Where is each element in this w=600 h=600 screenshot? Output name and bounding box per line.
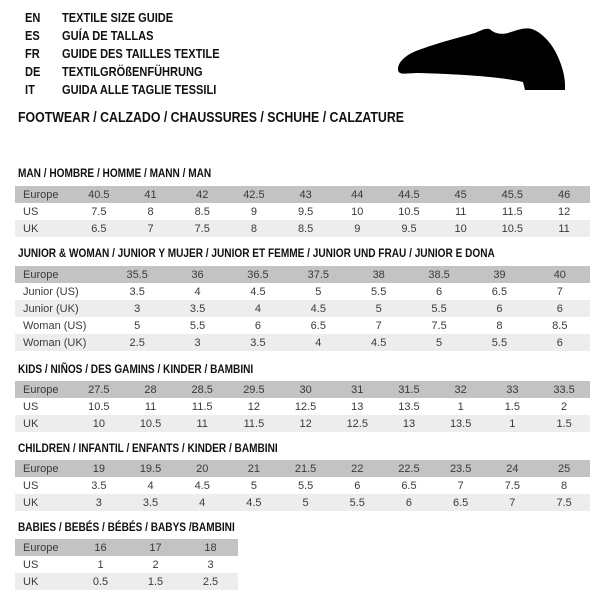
size-cell: 4 [147,479,154,492]
size-cell: 5.5 [297,479,314,492]
size-cell: 5 [250,479,257,492]
size-cell: 46 [557,188,571,201]
table-row-babies-us [15,556,238,573]
row-label: Junior (UK) [23,302,79,315]
size-cell: 6 [254,319,261,332]
size-table-man [15,186,590,237]
section-title-children: CHILDREN / INFANTIL / ENFANTS / KINDER / BAMBINI [18,441,278,455]
size-cell: 0.5 [92,575,109,588]
size-cell: 5.5 [349,496,365,509]
size-cell: 7 [509,496,516,509]
size-cell: 38.5 [428,268,450,281]
size-cell: 37.5 [307,268,330,281]
row-label: Europe [23,188,59,201]
guide-title-de: TEXTILGRÖßENFÜHRUNG [62,64,203,79]
size-cell: 4.5 [194,479,210,492]
size-cell: 5 [134,319,141,332]
table-row-man-europe [15,186,590,203]
row-label: Europe [23,541,59,554]
size-cell: 6 [436,285,443,298]
guide-title-en: TEXTILE SIZE GUIDE [62,10,174,25]
size-table-children [15,460,590,511]
size-cell: 9 [250,205,257,218]
size-cell: 9.5 [401,222,417,235]
size-cell: 36.5 [247,268,269,281]
size-cell: 4 [194,285,201,298]
size-cell: 13.5 [398,400,420,413]
size-cell: 25 [557,462,571,475]
row-label: UK [23,222,39,235]
size-cell: 10.5 [398,205,420,218]
size-cell: 12 [557,205,571,218]
size-cell: 6.5 [453,496,469,509]
table-row-babies-uk [15,573,238,590]
size-cell: 2 [561,400,568,413]
size-cell: 4.5 [246,496,262,509]
size-cell: 1.5 [147,575,164,588]
size-cell: 8 [496,319,503,332]
size-cell: 7 [556,285,563,298]
size-cell: 8.5 [297,222,314,235]
size-cell: 13.5 [449,417,472,430]
size-cell: 11 [196,417,208,430]
size-cell: 9 [354,222,361,235]
size-cell: 12.5 [294,400,317,413]
dress-shoe-icon [396,27,580,95]
size-cell: 7 [375,319,382,332]
footwear-category-heading: FOOTWEAR / CALZADO / CHAUSSURES / SCHUHE / CALZATURE [18,110,404,126]
size-cell: 5.5 [491,336,508,349]
size-cell: 6.5 [310,319,326,332]
size-cell: 3.5 [189,302,206,315]
lang-code-es: ES [25,28,40,43]
size-cell: 10.5 [501,222,524,235]
size-cell: 5 [315,285,322,298]
size-cell: 32 [454,383,467,396]
size-cell: 19 [92,462,105,475]
size-cell: 8 [250,222,257,235]
size-cell: 1 [509,417,516,430]
size-cell: 5.5 [431,302,447,315]
row-label: UK [23,496,39,509]
size-cell: 16 [94,541,107,554]
size-cell: 30 [299,383,312,396]
size-cell: 44 [351,188,364,201]
table-row-kids-uk [15,415,590,432]
size-cell: 27.5 [88,383,110,396]
size-cell: 6 [556,302,563,315]
row-label: US [23,400,39,413]
size-cell: 21.5 [294,462,317,475]
size-cell: 3 [134,302,141,315]
size-cell: 12 [299,417,312,430]
size-cell: 19.5 [139,462,162,475]
size-cell: 6.5 [401,479,417,492]
table-row-children-uk [15,494,590,511]
size-cell: 8.5 [194,205,210,218]
size-cell: 8.5 [552,319,568,332]
size-cell: 7.5 [194,222,210,235]
size-cell: 20 [196,462,209,475]
size-cell: 8 [561,479,568,492]
size-cell: 7 [147,222,154,235]
size-cell: 11.5 [191,400,213,413]
row-label: Junior (US) [23,285,79,298]
size-cell: 1.5 [504,400,520,413]
size-cell: 11.5 [502,205,523,218]
size-cell: 2.5 [129,336,145,349]
section-title-junior-woman: JUNIOR & WOMAN / JUNIOR Y MUJER / JUNIOR ET FEMME / JUNIOR UND FRAU / JUNIOR E DONA [18,246,495,260]
size-cell: 3 [207,558,214,571]
table-row-junior-woman-junior-uk [15,300,590,317]
size-cell: 36 [191,268,204,281]
size-cell: 6 [405,496,413,509]
size-cell: 5 [375,302,382,315]
row-label: US [23,479,39,492]
size-cell: 3.5 [142,496,159,509]
table-row-junior-woman-junior-us [15,283,590,300]
size-cell: 3 [95,496,102,509]
size-cell: 21 [247,462,261,475]
size-cell: 12 [247,400,261,413]
row-label: Europe [23,462,59,475]
size-cell: 45.5 [501,188,524,201]
guide-title-it: GUIDA ALLE TAGLIE TESSILI [62,82,217,97]
row-label: Woman (US) [23,319,87,332]
size-table-junior-woman [15,266,590,351]
size-cell: 2 [152,558,159,571]
size-cell: 44.5 [398,188,420,201]
lang-code-it: IT [25,82,35,97]
size-cell: 35.5 [126,268,148,281]
size-table-babies [15,539,238,590]
lang-code-fr: FR [25,46,40,61]
size-cell: 4.5 [371,336,387,349]
size-cell: 6.5 [91,222,107,235]
size-cell: 11 [144,400,157,413]
table-row-junior-woman-woman-us [15,317,590,334]
size-cell: 6.5 [491,285,508,298]
size-cell: 28.5 [191,383,213,396]
size-cell: 5 [302,496,309,509]
size-cell: 13 [351,400,364,413]
guide-title-es: GUÍA DE TALLAS [62,28,154,43]
size-cell: 45 [454,188,467,201]
size-cell: 7.5 [431,319,447,332]
size-cell: 6 [496,302,503,315]
table-row-children-europe [15,460,590,477]
size-cell: 31.5 [398,383,420,396]
size-cell: 3 [194,336,201,349]
size-cell: 5.5 [371,285,387,298]
size-cell: 7 [457,479,464,492]
size-cell: 33.5 [553,383,575,396]
size-cell: 10 [92,417,105,430]
size-cell: 8 [147,205,154,218]
size-cell: 29.5 [243,383,265,396]
size-cell: 1 [97,558,104,571]
row-label: Europe [23,383,59,396]
table-row-junior-woman-europe [15,266,590,283]
size-cell: 5 [436,336,443,349]
row-label: UK [23,575,39,588]
size-cell: 40.5 [88,188,110,201]
size-cell: 42 [196,188,209,201]
lang-code-en: EN [25,10,41,25]
size-cell: 38 [372,268,385,281]
size-cell: 1 [457,400,464,413]
size-cell: 3.5 [91,479,107,492]
size-cell: 40 [553,268,566,281]
table-row-kids-europe [15,381,590,398]
size-cell: 43 [299,188,312,201]
row-label: UK [23,417,39,430]
size-cell: 6 [556,336,563,349]
size-table-kids [15,381,590,432]
table-row-babies-europe [15,539,238,556]
size-cell: 4 [199,496,206,509]
size-cell: 13 [402,417,416,430]
size-cell: 17 [149,541,162,554]
size-cell: 39 [493,268,506,281]
section-title-kids: KIDS / NIÑOS / DES GAMINS / KINDER / BAMBINI [18,362,254,376]
size-cell: 18 [204,541,217,554]
size-cell: 22 [351,462,364,475]
size-cell: 5.5 [189,319,206,332]
size-cell: 11 [454,205,467,218]
size-cell: 10.5 [88,400,110,413]
row-label: Europe [23,268,59,281]
lang-code-de: DE [25,64,41,79]
size-cell: 22.5 [398,462,420,475]
size-cell: 4.5 [250,285,266,298]
size-cell: 33 [506,383,519,396]
guide-title-fr: GUIDE DES TAILLES TEXTILE [62,46,220,61]
size-cell: 7.5 [91,205,107,218]
size-cell: 24 [506,462,519,475]
size-cell: 42.5 [243,188,265,201]
size-cell: 7.5 [556,496,572,509]
size-cell: 11.5 [243,417,265,430]
table-row-man-uk [15,220,590,237]
size-cell: 41 [144,188,157,201]
size-cell: 10 [351,205,364,218]
size-cell: 9.5 [297,205,314,218]
size-cell: 3.5 [250,336,266,349]
size-cell: 10.5 [139,417,162,430]
size-cell: 23.5 [449,462,472,475]
size-cell: 12.5 [346,417,368,430]
size-cell: 4 [315,336,322,349]
size-cell: 4.5 [310,302,326,315]
table-row-kids-us [15,398,590,415]
size-cell: 28 [144,383,157,396]
size-cell: 1.5 [556,417,572,430]
row-label: US [23,205,39,218]
table-row-children-us [15,477,590,494]
table-row-junior-woman-woman-uk [15,334,590,351]
row-label: Woman (UK) [23,336,87,349]
size-cell: 7.5 [504,479,520,492]
size-cell: 10 [454,222,467,235]
size-cell: 4 [254,302,261,315]
size-cell: 3.5 [129,285,145,298]
size-cell: 31 [351,383,364,396]
section-title-man: MAN / HOMBRE / HOMME / MANN / MAN [18,166,212,180]
size-cell: 2.5 [202,575,219,588]
table-row-man-us [15,203,590,220]
size-cell: 6 [354,479,361,492]
section-title-babies: BABIES / BEBÉS / BÉBÉS / BABYS /BAMBINI [18,520,235,534]
size-cell: 11 [558,222,570,235]
row-label: US [23,558,39,571]
